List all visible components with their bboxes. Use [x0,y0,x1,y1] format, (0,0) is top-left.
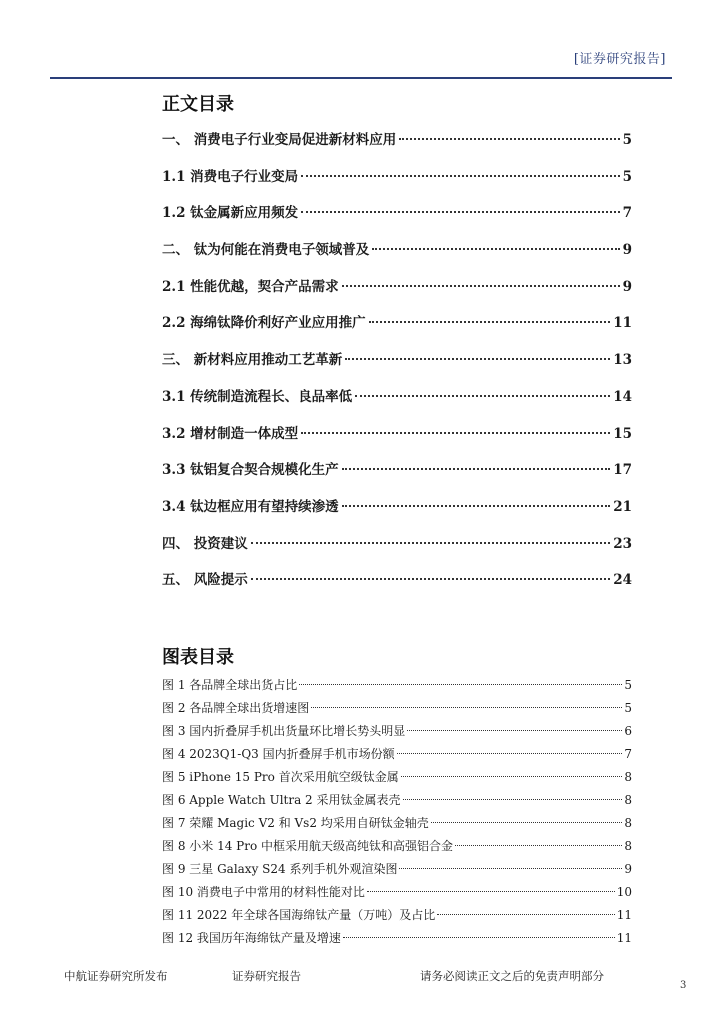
figure-entry[interactable] [162,745,632,768]
dot-leader [369,321,611,323]
dot-leader [401,776,623,777]
figure-entry-page: 8 [624,839,632,853]
toc-entry-text: 三、 新材料应用推动工艺革新 [162,352,343,369]
dot-leader [343,937,615,938]
toc-entry-page: 14 [613,388,632,405]
dot-leader [367,891,615,892]
toc-entry-page: 24 [613,572,632,589]
toc-entry[interactable] [162,497,632,534]
dot-leader [301,432,610,434]
toc-entry[interactable] [162,167,632,204]
figure-entry-text: 图 2 各品牌全球出货增速图 [162,701,310,715]
figure-entry-page: 9 [624,862,632,876]
toc-entry[interactable] [162,424,632,461]
toc-entry[interactable] [162,460,632,497]
dot-leader [399,138,619,140]
figure-entry-text: 图 8 小米 14 Pro 中框采用航天级高纯钛和高强铝合金 [162,839,454,853]
figure-entry-text: 图 9 三星 Galaxy S24 系列手机外观渲染图 [162,862,398,876]
toc-entry-text: 3.4 钛边框应用有望持续渗透 [162,498,339,515]
dot-leader [301,211,619,213]
toc-entry-text: 2.2 海绵钛降价利好产业应用推广 [162,315,366,332]
toc-entry-page: 23 [613,535,632,552]
figure-entry-page: 10 [616,885,632,899]
toc-entry-page: 5 [622,168,632,185]
toc-entry-page: 11 [613,315,632,332]
figures-title: 图表目录 [162,647,234,668]
footer-publisher: 中航证券研究所发布 [64,969,168,983]
toc-entry-page: 5 [622,132,632,148]
toc-entry[interactable] [162,203,632,240]
toc-entry-page: 7 [622,205,632,222]
dot-leader [342,285,620,287]
figure-entry-text: 图 4 2023Q1-Q3 国内折叠屏手机市场份额 [162,747,395,761]
figure-entry[interactable] [162,837,632,860]
figure-entry-text: 图 5 iPhone 15 Pro 首次采用航空级钛金属 [162,770,399,784]
toc-entry-page: 9 [622,278,632,295]
figure-entry-page: 5 [624,678,632,692]
figure-entry[interactable] [162,906,632,929]
dot-leader [251,578,611,580]
toc-entry[interactable] [162,350,632,387]
toc-entry-text: 四、 投资建议 [162,535,248,552]
figure-entry[interactable] [162,791,632,814]
dot-leader [311,707,622,708]
figure-entry[interactable] [162,676,632,699]
figure-entry-text: 图 6 Apple Watch Ultra 2 采用钛金属表壳 [162,793,401,807]
dot-leader [399,868,622,869]
footer-report-type: 证券研究报告 [232,969,301,983]
figure-entry-text: 图 11 2022 年全球各国海绵钛产量（万吨）及占比 [162,908,436,922]
figure-entry[interactable] [162,929,632,952]
toc-entry-text: 3.3 钛铝复合契合规模化生产 [162,462,339,479]
toc-entry-text: 二、 钛为何能在消费电子领域普及 [162,242,370,259]
toc-entry-text: 五、 风险提示 [162,572,248,589]
figure-entry[interactable] [162,860,632,883]
footer-disclaimer: 请务必阅读正文之后的免责声明部分 [420,969,604,983]
dot-leader [372,248,619,250]
toc-entry-text: 1.2 钛金属新应用频发 [162,205,299,222]
dot-leader [342,505,611,507]
figure-entry-page: 8 [624,793,632,807]
toc-entry-page: 17 [613,462,632,479]
toc-entry-page: 13 [613,352,632,369]
figure-entry-page: 8 [624,770,632,784]
toc-entry-text: 2.1 性能优越，契合产品需求 [162,278,339,295]
figure-entry-page: 6 [624,724,632,738]
toc-entry[interactable] [162,130,632,167]
figure-entry-page: 5 [624,701,632,715]
dot-leader [345,358,610,360]
dot-leader [342,468,611,470]
toc-entry-text: 3.2 增材制造一体成型 [162,425,299,442]
dot-leader [455,845,622,846]
figure-entry[interactable] [162,699,632,722]
toc-entry[interactable] [162,570,632,607]
figures-list [162,676,632,952]
figure-entry-page: 7 [624,747,632,761]
figure-entry-text: 图 10 消费电子中常用的材料性能对比 [162,885,365,899]
header-rule [50,77,672,79]
toc-entry-page: 15 [613,425,632,442]
toc-entry-text: 1.1 消费电子行业变局 [162,168,299,185]
toc-entry[interactable] [162,240,632,277]
header-label: [证券研究报告] [573,52,666,67]
figure-entry-text: 图 3 国内折叠屏手机出货量环比增长势头明显 [162,724,406,738]
dot-leader [403,799,623,800]
dot-leader [397,753,623,754]
toc-entry-page: 9 [622,242,632,259]
toc-entry[interactable] [162,313,632,350]
figure-entry-text: 图 1 各品牌全球出货占比 [162,678,298,692]
figure-entry-text: 图 12 我国历年海绵钛产量及增速 [162,931,341,945]
toc-title: 正文目录 [162,94,234,115]
dot-leader [251,542,611,544]
figure-entry[interactable] [162,883,632,906]
toc-entry-text: 一、 消费电子行业变局促进新材料应用 [162,132,397,148]
toc-entry[interactable] [162,534,632,571]
dot-leader [355,395,610,397]
figure-entry[interactable] [162,814,632,837]
dot-leader [407,730,622,731]
figure-entry[interactable] [162,768,632,791]
page-number: 3 [680,980,687,991]
dot-leader [299,684,622,685]
toc-entry[interactable] [162,277,632,314]
figure-entry-page: 8 [624,816,632,830]
toc-entry-text: 3.1 传统制造流程长、良品率低 [162,388,353,405]
figure-entry[interactable] [162,722,632,745]
figure-entry-page: 11 [616,908,632,922]
figure-entry-page: 11 [616,931,632,945]
toc-list [162,130,632,607]
toc-entry[interactable] [162,387,632,424]
dot-leader [431,822,623,823]
figure-entry-text: 图 7 荣耀 Magic V2 和 Vs2 均采用自研钛金轴壳 [162,816,429,830]
dot-leader [437,914,614,915]
dot-leader [301,175,619,177]
toc-entry-page: 21 [613,498,632,515]
